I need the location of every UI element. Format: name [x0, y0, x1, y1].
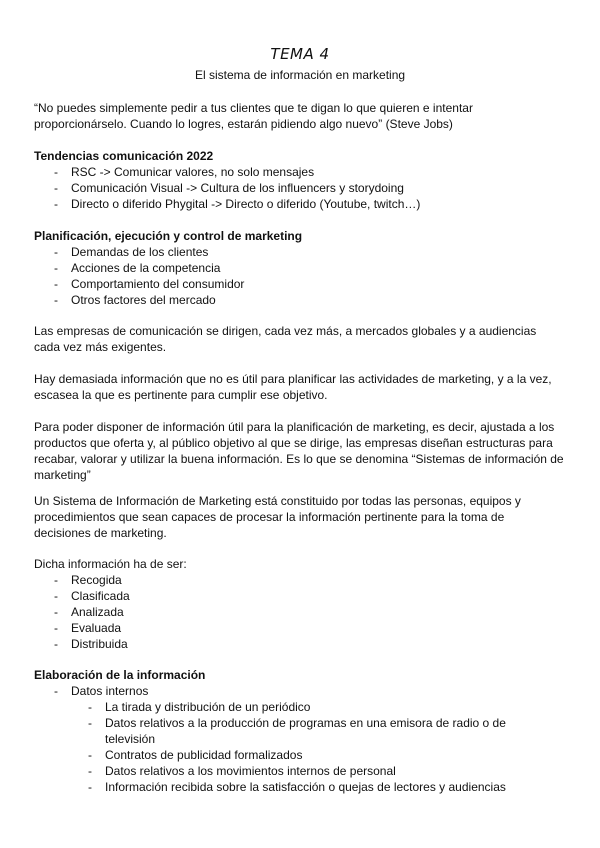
paragraph-4: Un Sistema de Información de Marketing está constituido por todas las personas, equipos y procedimientos que sean capaces de procesar la información pertinente para la toma de decisiones de marketing. — [34, 494, 521, 540]
list-item: - Comunicación Visual -> Cultura de los influencers y storydoing — [34, 180, 574, 196]
list-item: - Contratos de publicidad formalizados — [34, 747, 574, 763]
list-item: - La tirada y distribución de un periódico — [34, 699, 574, 715]
paragraph-5: Dicha información ha de ser: — [34, 557, 187, 571]
list-item: - Datos relativos a los movimientos internos de personal — [34, 763, 574, 779]
list-item: - Analizada — [34, 604, 574, 620]
section-dicha-informacion — [34, 556, 574, 652]
document-subtitle: El sistema de información en marketing — [194, 68, 406, 82]
document-title: TEMA 4 — [270, 45, 330, 63]
section-elaboracion — [34, 667, 574, 795]
bullet-list — [34, 244, 574, 308]
quote-paragraph: “No puedes simplemente pedir a tus clientes que te digan lo que quieren e intentar proporcionárselo. Cuando lo logres, estarán pidiendo algo nuevo” (Steve Jobs) — [34, 101, 473, 131]
bullet-list — [34, 164, 574, 212]
list-item: - Datos internos — [34, 683, 574, 699]
sub-bullet-list — [34, 699, 574, 795]
list-item: - Otros factores del mercado — [34, 292, 574, 308]
paragraph-3: Para poder disponer de información útil para la planificación de marketing, es decir, ajustada a los productos que oferta y, al público objetivo al que se dirige, las empresas diseñan estructuras para recabar, valorar y utilizar la buena información. Es lo que se denomina “Sistemas de información de marketing” — [34, 420, 564, 482]
section-heading: Tendencias comunicación 2022 — [34, 149, 214, 163]
list-item: - Datos relativos a la producción de programas en una emisora de radio o de televisión — [34, 715, 574, 747]
paragraph-1: Las empresas de comunicación se dirigen, cada vez más, a mercados globales y a audiencias cada vez más exigentes. — [34, 324, 537, 354]
section-heading: Planificación, ejecución y control de marketing — [34, 229, 303, 243]
section-heading: Elaboración de la información — [34, 668, 206, 682]
list-item: - Distribuida — [34, 636, 574, 652]
bullet-list — [34, 683, 574, 699]
list-item: - Información recibida sobre la satisfacción o quejas de lectores y audiencias — [34, 779, 574, 795]
list-item: - Demandas de los clientes — [34, 244, 574, 260]
list-item: - Recogida — [34, 572, 574, 588]
list-item: - Evaluada — [34, 620, 574, 636]
section-tendencias — [34, 148, 574, 212]
list-item: - RSC -> Comunicar valores, no solo mensajes — [34, 164, 574, 180]
list-item: - Clasificada — [34, 588, 574, 604]
list-item: - Acciones de la competencia — [34, 260, 574, 276]
section-planificacion — [34, 228, 574, 308]
list-item: - Directo o diferido Phygital -> Directo o diferido (Youtube, twitch…) — [34, 196, 574, 212]
bullet-list — [34, 572, 574, 652]
paragraph-2: Hay demasiada información que no es útil para planificar las actividades de marketing, y a la vez, escasea la que es pertinente para cumplir ese objetivo. — [34, 372, 552, 402]
list-item: - Comportamiento del consumidor — [34, 276, 574, 292]
